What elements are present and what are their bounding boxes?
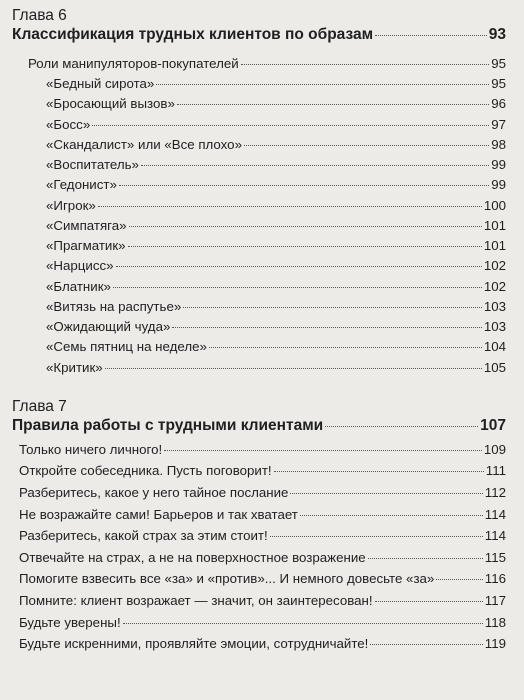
page-number: 101 [483, 217, 506, 233]
toc-entry [12, 196, 506, 216]
dot-leader [244, 145, 489, 146]
toc-entry [12, 115, 506, 135]
toc-list [12, 439, 506, 655]
chapter-title: Классификация трудных клиентов по образам [12, 26, 374, 43]
entry-title: «Семь пятниц на неделе» [46, 339, 207, 355]
dot-leader [141, 165, 489, 166]
page-number: 95 [491, 56, 506, 71]
toc-entry [12, 74, 506, 94]
dot-leader [183, 307, 482, 308]
page-number: 107 [480, 416, 506, 434]
toc-entry [12, 568, 506, 590]
dot-leader [375, 601, 483, 602]
page-number: 109 [483, 441, 506, 457]
entry-title: «Прагматик» [46, 238, 126, 253]
entry-title: Не возражайте сами! Барьеров и так хватает [19, 506, 298, 522]
page-number: 103 [483, 319, 506, 334]
page-number: 99 [491, 177, 506, 193]
page-number: 101 [483, 238, 506, 253]
entry-title: «Бросающий вызов» [46, 96, 175, 112]
page-number: 112 [484, 484, 506, 500]
dot-leader [368, 558, 483, 559]
dot-leader [116, 266, 482, 267]
page-number: 115 [484, 549, 506, 565]
entry-title: «Симпатяга» [46, 217, 127, 233]
dot-leader [113, 287, 482, 288]
dot-leader [92, 125, 489, 126]
dot-leader [209, 347, 482, 348]
page-number: 116 [484, 571, 506, 587]
entry-title: Будьте уверены! [19, 614, 121, 630]
section-title: Роли манипуляторов-покупателей [28, 56, 239, 71]
dot-leader [270, 536, 483, 537]
dot-leader [436, 579, 482, 580]
page-number: 102 [483, 258, 506, 274]
entry-title: «Критик» [46, 359, 103, 375]
dot-leader [370, 644, 482, 645]
dot-leader [98, 206, 482, 207]
dot-leader [164, 450, 482, 451]
toc-entry [12, 337, 506, 357]
dot-leader [105, 368, 482, 369]
dot-leader [325, 426, 478, 427]
page-number: 104 [483, 339, 506, 355]
entry-title: Только ничего личного! [19, 441, 163, 457]
chapter-label: Глава 6 [12, 7, 67, 24]
entry-title: «Витязь на распутье» [46, 298, 182, 314]
chapter-title-row [12, 25, 506, 45]
dot-leader [119, 185, 489, 186]
toc-entry [12, 460, 506, 482]
entry-title: Разберитесь, какой страх за этим стоит! [19, 528, 268, 544]
entry-title: Помогите взвесить все «за» и «против»... И немного довесьте «за» [19, 571, 435, 587]
toc-entry [12, 547, 506, 569]
page-number: 100 [483, 197, 506, 213]
dot-leader [177, 104, 489, 105]
page-number: 93 [488, 26, 506, 43]
chapter-7 [12, 398, 506, 655]
dot-leader [123, 623, 483, 624]
entry-title: «Нарцисс» [46, 258, 114, 274]
dot-leader [300, 515, 483, 516]
page-number: 114 [484, 528, 506, 544]
entry-title: «Воспитатель» [46, 157, 139, 172]
entry-title: «Игрок» [46, 197, 96, 213]
entry-title: «Ожидающий чуда» [46, 319, 171, 334]
dot-leader [129, 226, 482, 227]
entry-title: «Босс» [46, 116, 91, 132]
page-number: 98 [491, 136, 506, 152]
page-number: 97 [491, 116, 506, 132]
page-number: 117 [484, 592, 506, 608]
entry-title: «Бедный сирота» [46, 76, 155, 91]
entry-title: Помните: клиент возражает — значит, он заинтересован! [19, 592, 373, 608]
toc-entry [12, 633, 506, 655]
page-number: 96 [491, 96, 506, 112]
page-number: 119 [484, 636, 506, 652]
entry-title: Отвечайте на страх, а не на поверхностное возражение [19, 549, 366, 565]
chapter-label: Глава 7 [12, 397, 67, 415]
section-title-row [12, 54, 506, 74]
toc-entry [12, 236, 506, 256]
toc-entry [12, 504, 506, 526]
toc-list [12, 74, 506, 378]
toc-entry [12, 358, 506, 378]
toc-entry [12, 525, 506, 547]
toc-entry [12, 439, 506, 461]
chapter-6 [12, 7, 506, 378]
dot-leader [241, 64, 490, 65]
page-number: 105 [483, 359, 506, 375]
entry-title: Откройте собеседника. Пусть поговорит! [19, 463, 272, 479]
entry-title: Разберитесь, какое у него тайное послание [19, 484, 289, 500]
entry-title: Будьте искренними, проявляйте эмоции, сотрудничайте! [19, 636, 369, 652]
toc-entry [12, 175, 506, 195]
dot-leader [274, 471, 484, 472]
entry-title: «Гедонист» [46, 177, 117, 193]
toc-entry [12, 94, 506, 114]
chapter-title: Правила работы с трудными клиентами [12, 416, 324, 434]
toc-entry [12, 155, 506, 175]
toc-entry [12, 256, 506, 276]
dot-leader [128, 246, 482, 247]
dot-leader [156, 84, 489, 85]
dot-leader [290, 493, 482, 494]
page-number: 102 [483, 278, 506, 294]
toc-entry [12, 135, 506, 155]
toc-entry [12, 482, 506, 504]
page-number: 95 [491, 76, 506, 91]
toc-entry [12, 297, 506, 317]
toc-entry [12, 590, 506, 612]
toc-entry [12, 317, 506, 337]
page-number: 103 [483, 298, 506, 314]
page-number: 114 [484, 506, 506, 522]
toc-entry [12, 612, 506, 634]
page-number: 111 [485, 463, 506, 479]
entry-title: «Блатник» [46, 278, 111, 294]
chapter-title-row [12, 416, 506, 436]
page-number: 118 [484, 614, 506, 630]
entry-title: «Скандалист» или «Все плохо» [46, 136, 242, 152]
dot-leader [375, 35, 487, 36]
toc-entry [12, 277, 506, 297]
page-number: 99 [491, 157, 506, 172]
dot-leader [172, 327, 481, 328]
toc-entry [12, 216, 506, 236]
